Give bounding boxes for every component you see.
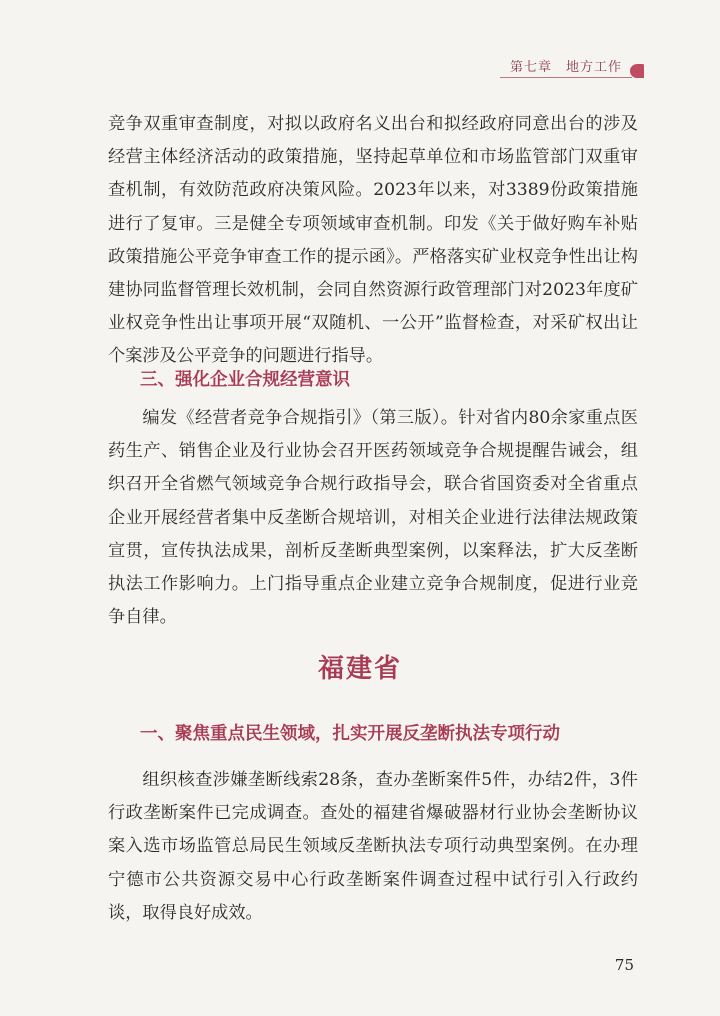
paragraph: 编发《经营者竞争合规指引》（第三版）。针对省内80余家重点医药生产、销售企业及行业协会召开医药领域竞争合规提醒告诫会，组织召开全省燃气领域竞争合规行政指导会，联合省国资委对全省重点企业开展经营者集中反垄断合规培训，对相关企业进行法律法规政策宣贯，宣传执法成果，剖析反垄断典型案例，以案释法，扩大反垄断执法工作影响力。上门指导重点企业建立竞争合规制度，促进行业竞争自律。	[108, 408, 638, 628]
section-body-compliance	[108, 402, 638, 634]
running-title: 第七章 地方工作	[509, 60, 622, 75]
section-body-enforcement	[108, 764, 638, 930]
continued-text-block	[108, 108, 638, 374]
province-title: 福建省	[317, 654, 402, 684]
page-number: 75	[614, 956, 634, 974]
header-tab-mark	[630, 64, 644, 78]
paragraph: 组织核查涉嫌垄断线索28条，查办垄断案件5件，办结2件，3件行政垄断案件已完成调查。查处的福建省爆破器材行业协会垄断协议案入选市场监管总局民生领域反垄断执法专项行动典型案例。在办理宁德市公共资源交易中心行政垄断案件调查过程中试行引入行政约谈，取得良好成效。	[108, 770, 638, 923]
continued-paragraph: 竞争双重审查制度，对拟以政府名义出台和拟经政府同意出台的涉及经营主体经济活动的政策措施，坚持起草单位和市场监管部门双重审查机制，有效防范政府决策风险。2023年以来，对3389份政策措施进行了复审。三是健全专项领域审查机制。印发《关于做好购车补贴政策措施公平竞争审查工作的提示函》。严格落实矿业权竞争性出让构建协同监督管理长效机制，会同自然资源行政管理部门对2023年度矿业权竞争性出让事项开展“双随机、一公开”监督检查，对采矿权出让个案涉及公平竞争的问题进行指导。	[108, 114, 638, 367]
section-heading-compliance: 三、强化企业合规经营意识	[140, 370, 350, 390]
section-heading-enforcement: 一、聚焦重点民生领域，扎实开展反垄断执法专项行动	[140, 724, 560, 744]
page-header	[0, 52, 720, 82]
header-rule	[500, 77, 632, 78]
